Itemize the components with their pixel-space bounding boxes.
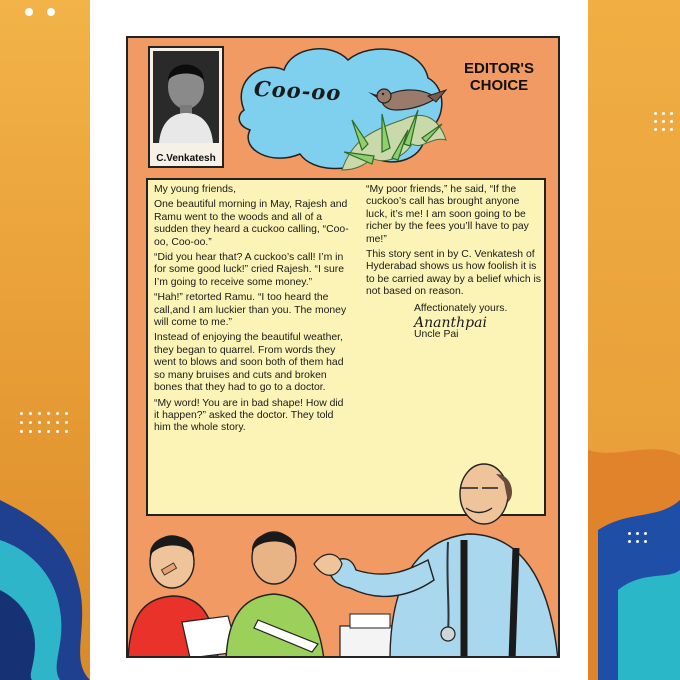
signature: Ananthpai — [414, 315, 487, 332]
dot-grid — [654, 112, 673, 131]
wave-decoration — [0, 480, 90, 680]
contributor-photo — [148, 46, 224, 168]
letter-column-right — [366, 184, 542, 342]
dot-grid — [20, 412, 68, 433]
story-title: Coo-oo — [253, 75, 343, 106]
ramu-figure — [128, 536, 238, 658]
editors-choice-badge: EDITOR'S CHOICE — [464, 60, 534, 94]
paragraph: “My poor friends,” he said, “If the cuckoo’s call has brought anyone luck, it’s me! I am soon going to be richer by the fees you’ll have to pay me!” — [366, 184, 529, 245]
right-background-pattern — [588, 0, 680, 680]
comic-page — [126, 36, 560, 658]
signoff: Uncle Pai — [414, 329, 459, 341]
paragraph: “Hah!” retorted Ramu. “I too heard the call,and I am luckier than you. The money will come to me.” — [154, 292, 347, 329]
dot-cluster — [25, 8, 55, 16]
contributor-name: C.Venkatesh — [156, 153, 216, 164]
greeting: My young friends, — [154, 184, 237, 195]
doctor-scene-illustration — [128, 430, 560, 658]
paragraph: One beautiful morning in May, Rajesh and Ramu went to the woods and all of a sudden they heard a cuckoo calling, “Coo-oo, Coo-oo.” — [154, 199, 349, 248]
paragraph: Instead of enjoying the beautiful weather, they began to quarrel. From words they went to blows and soon both of them had so many bruises and cuts and broken bones that they had to go to a doctor. — [154, 332, 344, 394]
cuckoo-cloud-illustration — [232, 40, 448, 176]
signature-block — [366, 303, 542, 342]
paragraph: This story sent in by C. Venkatesh of Hyderabad shows us how foolish it is to be carried away by a belief which is not based on reason. — [366, 249, 541, 298]
paragraph: “My word! You are in bad shape! How did it happen?” asked the doctor. They told him the whole story. — [154, 397, 344, 434]
paragraph: “Did you hear that? A cuckoo’s call! I’m in for some good luck!” cried Rajesh. “I sure I’m going to receive some money.” — [154, 252, 344, 288]
dot-grid — [628, 532, 647, 543]
portrait-image — [153, 51, 219, 143]
wave-decoration — [588, 420, 680, 680]
closing: Affectionately yours. — [414, 302, 508, 314]
rajesh-figure — [226, 532, 324, 658]
left-background-pattern — [0, 0, 90, 680]
letter-column-left — [154, 184, 350, 438]
